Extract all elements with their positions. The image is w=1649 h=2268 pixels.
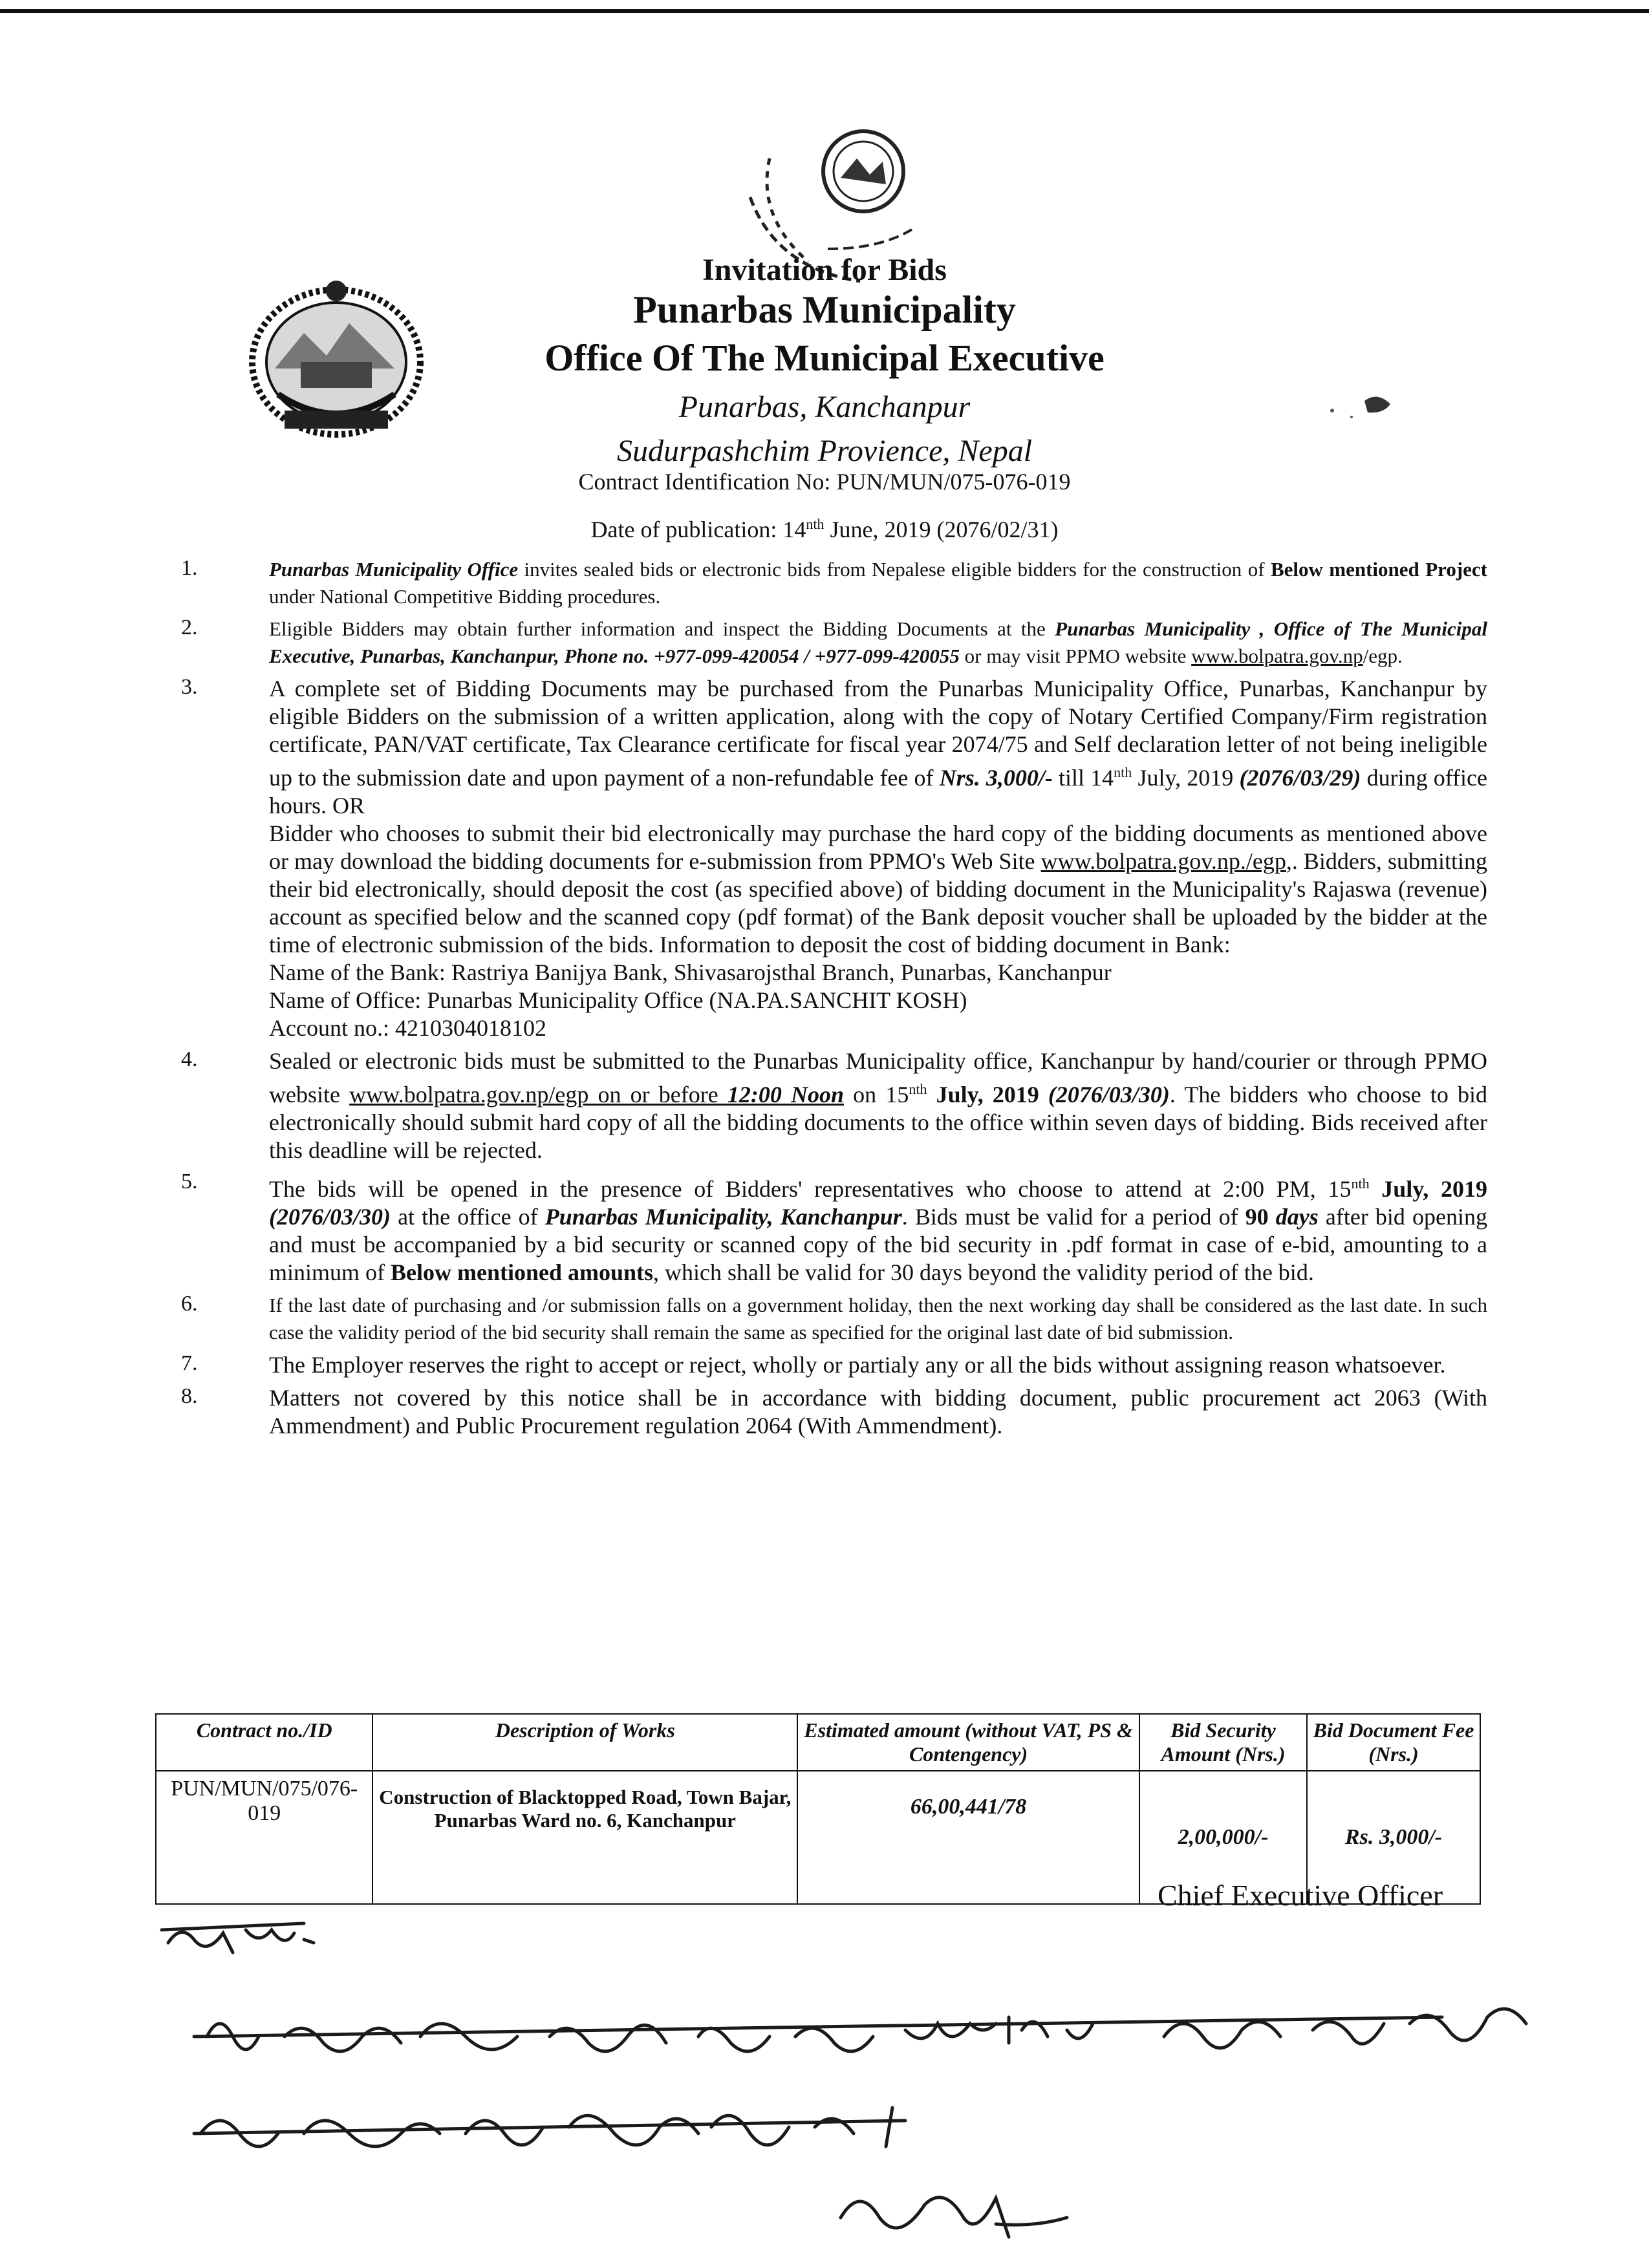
item-text-part: July, 2019 — [927, 1082, 1048, 1107]
item-text-part: Sealed or electronic bids must be submitted to the Punarbas Municipality office, Kanchanpur by hand/courier or through PPMO website — [269, 1048, 1487, 1107]
item-text-part: July, 2019 — [1369, 1176, 1487, 1202]
item-text-part: Punarbas Municipality , Office of The Municipal Executive, Punarbas, Kanchanpur, Phone no. +977-099-420054 / +977-099-420055 — [269, 617, 1487, 667]
contract-id-value: PUN/MUN/075-076-019 — [836, 469, 1071, 495]
column-header: Bid Security Amount (Nrs.) — [1139, 1714, 1307, 1771]
item-text — [269, 556, 1487, 610]
notice-item-6 — [175, 1292, 1487, 1346]
item-text-part: Punarbas Municipality Office — [269, 558, 519, 581]
publication-date — [0, 516, 1649, 543]
item-text-part: /egp. — [1363, 645, 1403, 667]
item-text-part: , which shall be valid for 30 days beyond the validity period of the bid. — [653, 1259, 1314, 1285]
item-text-part: 90 — [1245, 1204, 1276, 1230]
column-header: Estimated amount (without VAT, PS & Contengency) — [797, 1714, 1139, 1771]
item-text-part: on 15 — [844, 1082, 909, 1107]
place-name: Punarbas, Kanchanpur — [678, 390, 971, 424]
table-header-row — [156, 1714, 1480, 1771]
item-text-part: 12:00 Noon — [727, 1082, 845, 1107]
item-text-part: Nrs. 3,000/- — [939, 765, 1053, 791]
bid-security-cell: 2,00,000/- — [1139, 1771, 1307, 1904]
notice-item-3 — [175, 675, 1487, 1042]
item-text-part: during office hours. OR — [269, 765, 1487, 818]
contract-id-label: Contract Identification No: — [578, 469, 831, 495]
item-text-part: Below mentioned amounts — [391, 1259, 654, 1285]
item-text-sup: nth — [1351, 1175, 1370, 1192]
office-name: Office Of The Municipal Executive — [544, 337, 1105, 379]
item-text-part: . The bidders who choose to bid electronically should submit hard copy of all the bidding documents to the office within seven days of bidding. Bids received after this deadline will be rejected. — [269, 1082, 1488, 1163]
contract-identification — [0, 468, 1649, 495]
item-text — [269, 615, 1487, 670]
document-fee-cell: Rs. 3,000/- — [1307, 1771, 1480, 1904]
item-text-sup: nth — [909, 1081, 927, 1097]
top-border-rule — [0, 9, 1649, 13]
item-text — [269, 675, 1487, 1042]
item-text-part: Punarbas Municipality, Kanchanpur — [544, 1204, 902, 1230]
publication-date-label: Date of publication: 14 — [590, 517, 806, 542]
item-number: 7. — [181, 1351, 198, 1375]
item-text-part: The bids will be opened in the presence of Bidders' representatives who choose to attend at 2:00 PM, 15 — [269, 1176, 1352, 1202]
item-text-part: or may visit PPMO website — [959, 645, 1192, 667]
item-text — [269, 1170, 1487, 1287]
website-link[interactable]: www.bolpatra.gov.np — [1191, 645, 1363, 667]
item-text-part: under National Competitive Bidding procedures. — [269, 585, 661, 608]
column-header: Description of Works — [372, 1714, 797, 1771]
notice-items — [175, 556, 1487, 1445]
column-header: Bid Document Fee (Nrs.) — [1307, 1714, 1480, 1771]
item-text-part: . Bids must be valid for a period of — [901, 1204, 1245, 1230]
item-text-part: July, 2019 — [1132, 765, 1240, 791]
description-cell: Construction of Blacktopped Road, Town Bajar, Punarbas Ward no. 6, Kanchanpur — [372, 1771, 797, 1904]
website-link[interactable]: www.bolpatra.gov.np/egp on or before — [349, 1082, 727, 1107]
bank-name: Name of the Bank: Rastriya Banijya Bank, Shivasarojsthal Branch, Punarbas, Kanchanpur — [269, 959, 1112, 985]
document-heading: Invitation for Bids — [702, 253, 947, 287]
notice-item-8 — [175, 1384, 1487, 1440]
website-link[interactable]: www.bolpatra.gov.np./egp — [1040, 848, 1286, 874]
item-text — [269, 1047, 1487, 1164]
item-text-part: at the office of — [390, 1204, 545, 1230]
item-text-sup: nth — [1114, 764, 1132, 780]
item-number: 6. — [181, 1292, 198, 1316]
item-number: 8. — [181, 1384, 198, 1408]
item-text-part: till 14 — [1052, 765, 1114, 791]
item-text-part: invites sealed bids or electronic bids from Nepalese eligible bidders for the construction of — [518, 558, 1271, 581]
item-text-part: after bid opening and must be accompanied by a bid security or scanned copy of the bid security in .pdf format in case of e-bid, amounting to a minimum of — [269, 1204, 1487, 1285]
publication-date-rest: June, 2019 (2076/02/31) — [824, 517, 1059, 542]
estimated-amount-cell: 66,00,441/78 — [797, 1771, 1139, 1904]
item-text-part: Eligible Bidders may obtain further information and inspect the Bidding Documents at the — [269, 617, 1055, 640]
item-number: 5. — [181, 1170, 198, 1193]
item-text-part: (2076/03/29) — [1239, 765, 1361, 791]
item-text-part: A complete set of Bidding Documents may be purchased from the Punarbas Municipality Office, Punarbas, Kanchanpur by eligible Bidders on the submission of a written application, along with the copy of Notary Certified Company/Firm registration certificate, PAN/VAT certificate, Tax Clearance certificate for fiscal year 2074/75 and Self declaration letter of not being ineligible up to the submission date and upon payment of a non-refundable fee of — [269, 676, 1487, 791]
item-text-part: ,. Bidders, submitting their bid electronically, should deposit the cost (as specified above) of bidding document in the Municipality's Rajaswa (revenue) account as specified below and the scanned copy (pdf format) of the Bank deposit voucher shall be uploaded by the bidder at the time of electronic submission of the bids. Information to deposit the cost of bidding document in Bank: — [269, 848, 1487, 957]
item-number: 2. — [181, 615, 198, 639]
office-account-name: Name of Office: Punarbas Municipality Office (NA.PA.SANCHIT KOSH) — [269, 987, 967, 1013]
contract-id-cell: PUN/MUN/075/076-019 — [156, 1771, 372, 1904]
notice-item-1 — [175, 556, 1487, 610]
item-text-part: Below mentioned Project — [1270, 558, 1487, 581]
province-name: Sudurpashchim Provience, Nepal — [616, 434, 1033, 468]
item-number: 3. — [181, 675, 198, 699]
item-number: 4. — [181, 1047, 198, 1071]
account-number: Account no.: 4210304018102 — [269, 1015, 546, 1041]
item-text-part: days — [1275, 1204, 1319, 1230]
item-text: If the last date of purchasing and /or submission falls on a government holiday, then the next working day shall be considered as the last date. In such case the validity period of the bid security shall remain the same as specified for the original last date of bid submission. — [269, 1294, 1487, 1343]
item-text: Matters not covered by this notice shall be in accordance with bidding document, public procurement act 2063 (With Ammendment) and Public Procurement regulation 2064 (With Ammendment). — [269, 1385, 1487, 1439]
works-table — [155, 1713, 1481, 1905]
item-text: The Employer reserves the right to accept or reject, wholly or partialy any or all the bids without assigning reason whatsoever. — [269, 1352, 1446, 1378]
notice-item-2 — [175, 615, 1487, 670]
column-header: Contract no./ID — [156, 1714, 372, 1771]
notice-item-4 — [175, 1047, 1487, 1164]
notice-item-5 — [175, 1170, 1487, 1287]
item-text-part: (2076/03/30) — [1048, 1082, 1170, 1107]
item-text-part: Bidder who chooses to submit their bid electronically may purchase the hard copy of the bidding documents as mentioned above or may download the bidding documents for e-submission from PPMO's Web Site — [269, 820, 1487, 874]
publication-date-sup: nth — [806, 516, 824, 532]
notice-item-7 — [175, 1351, 1487, 1379]
item-number: 1. — [181, 556, 198, 580]
item-text-part: (2076/03/30) — [269, 1204, 391, 1230]
organization-name: Punarbas Municipality — [633, 288, 1016, 331]
signer-title: Chief Executive Officer — [1158, 1879, 1443, 1912]
